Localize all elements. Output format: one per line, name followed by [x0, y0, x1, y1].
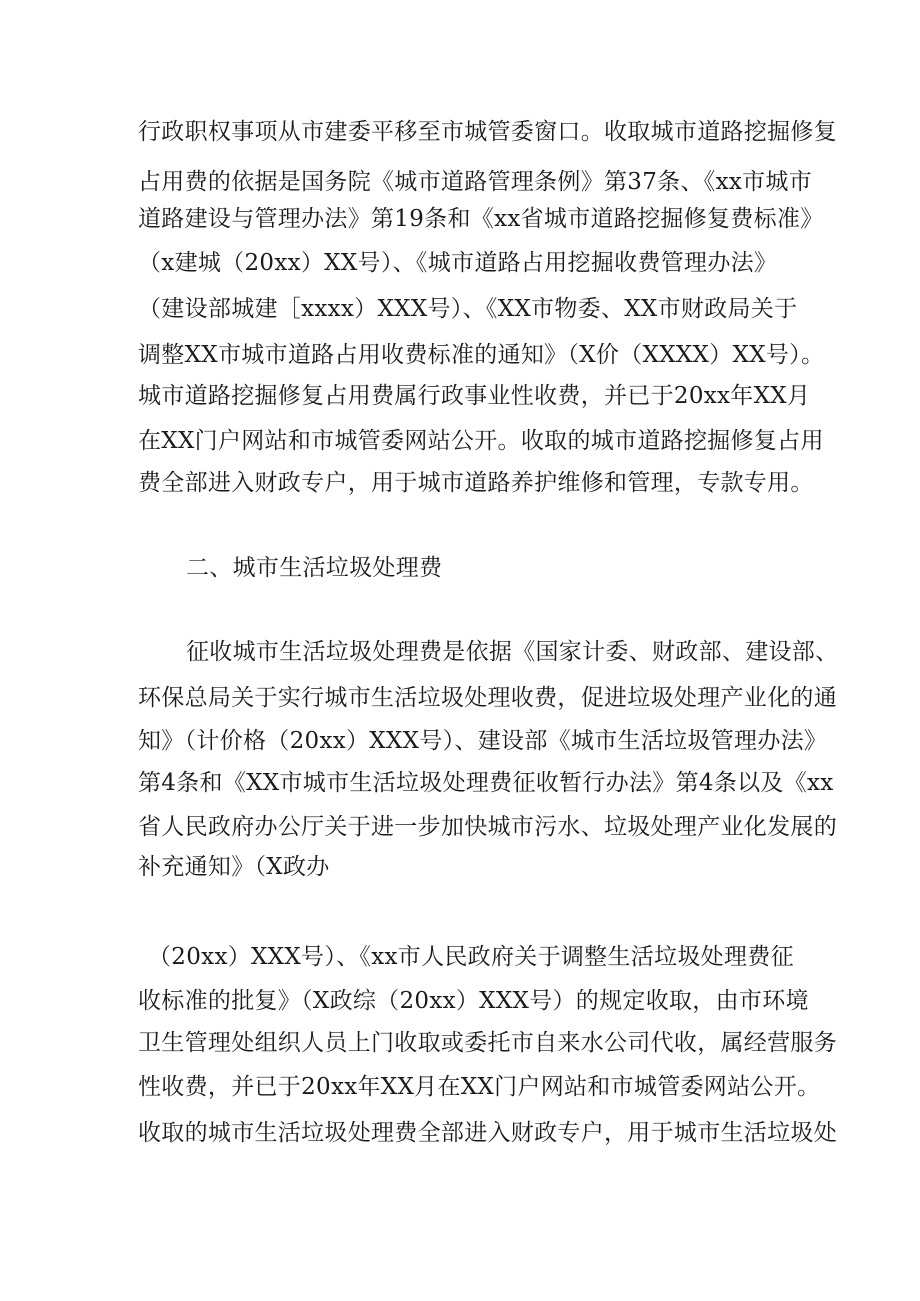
paragraph-2-line-1: 征收城市生活垃圾处理费是依据《国家计委、财政部、建设部、: [186, 639, 839, 665]
paragraph-3-line-5: 收取的城市生活垃圾处理费全部进入财政专户，用于城市生活垃圾处: [138, 1120, 837, 1146]
paragraph-1-line-5: （建设部城建［xxxx）XXX号）、《XX市物委、XX市财政局关于: [138, 296, 798, 322]
paragraph-3-line-4: 性收费，并已于20xx年XX月在XX门户网站和市城管委网站公开。: [138, 1074, 821, 1100]
paragraph-2-line-6: 补充通知》（X政办: [138, 854, 330, 880]
paragraph-1-line-9: 费全部进入财政专户，用于城市道路养护维修和管理，专款专用。: [138, 470, 814, 496]
paragraph-1-line-2: 占用费的依据是国务院《城市道路管理条例》第37条、《xx市城市: [138, 169, 813, 195]
paragraph-2-line-2: 环保总局关于实行城市生活垃圾处理收费，促进垃圾处理产业化的通: [138, 685, 837, 711]
paragraph-1-line-8: 在XX门户网站和市城管委网站公开。收取的城市道路挖掘修复占用: [138, 428, 824, 454]
section-heading: 二、城市生活垃圾处理费: [186, 555, 443, 581]
paragraph-3-line-3: 卫生管理处组织人员上门收取或委托市自来水公司代收，属经营服务: [138, 1030, 837, 1056]
paragraph-1-line-6: 调整XX市城市道路占用收费标准的通知》（X价（XXXX）XX号）。: [138, 342, 825, 368]
paragraph-1-line-7: 城市道路挖掘修复占用费属行政事业性收费，并已于20xx年XX月: [138, 383, 811, 409]
paragraph-2-line-5: 省人民政府办公厅关于进一步加快城市污水、垃圾处理产业化发展的: [138, 814, 837, 840]
paragraph-3-line-1: （20xx）XXX号）、《xx市人民政府关于调整生活垃圾处理费征: [148, 944, 794, 970]
paragraph-2-line-4: 第4条和《XX市城市生活垃圾处理费征收暂行办法》第4条以及《xx: [138, 770, 834, 796]
paragraph-1-line-4: （x建城（20xx）XX号）、《城市道路占用挖掘收费管理办法》: [138, 250, 778, 276]
paragraph-1-line-3: 道路建设与管理办法》第19条和《xx省城市道路挖掘修复费标准》: [138, 206, 824, 232]
paragraph-3-line-2: 收标准的批复》（X政综（20xx）XXX号）的规定收取，由市环境: [138, 988, 809, 1014]
paragraph-1-line-1: 行政职权事项从市建委平移至市城管委窗口。收取城市道路挖掘修复: [138, 119, 837, 145]
paragraph-2-line-3: 知》（计价格（20xx）XXX号）、建设部《城市生活垃圾管理办法》: [138, 728, 828, 754]
